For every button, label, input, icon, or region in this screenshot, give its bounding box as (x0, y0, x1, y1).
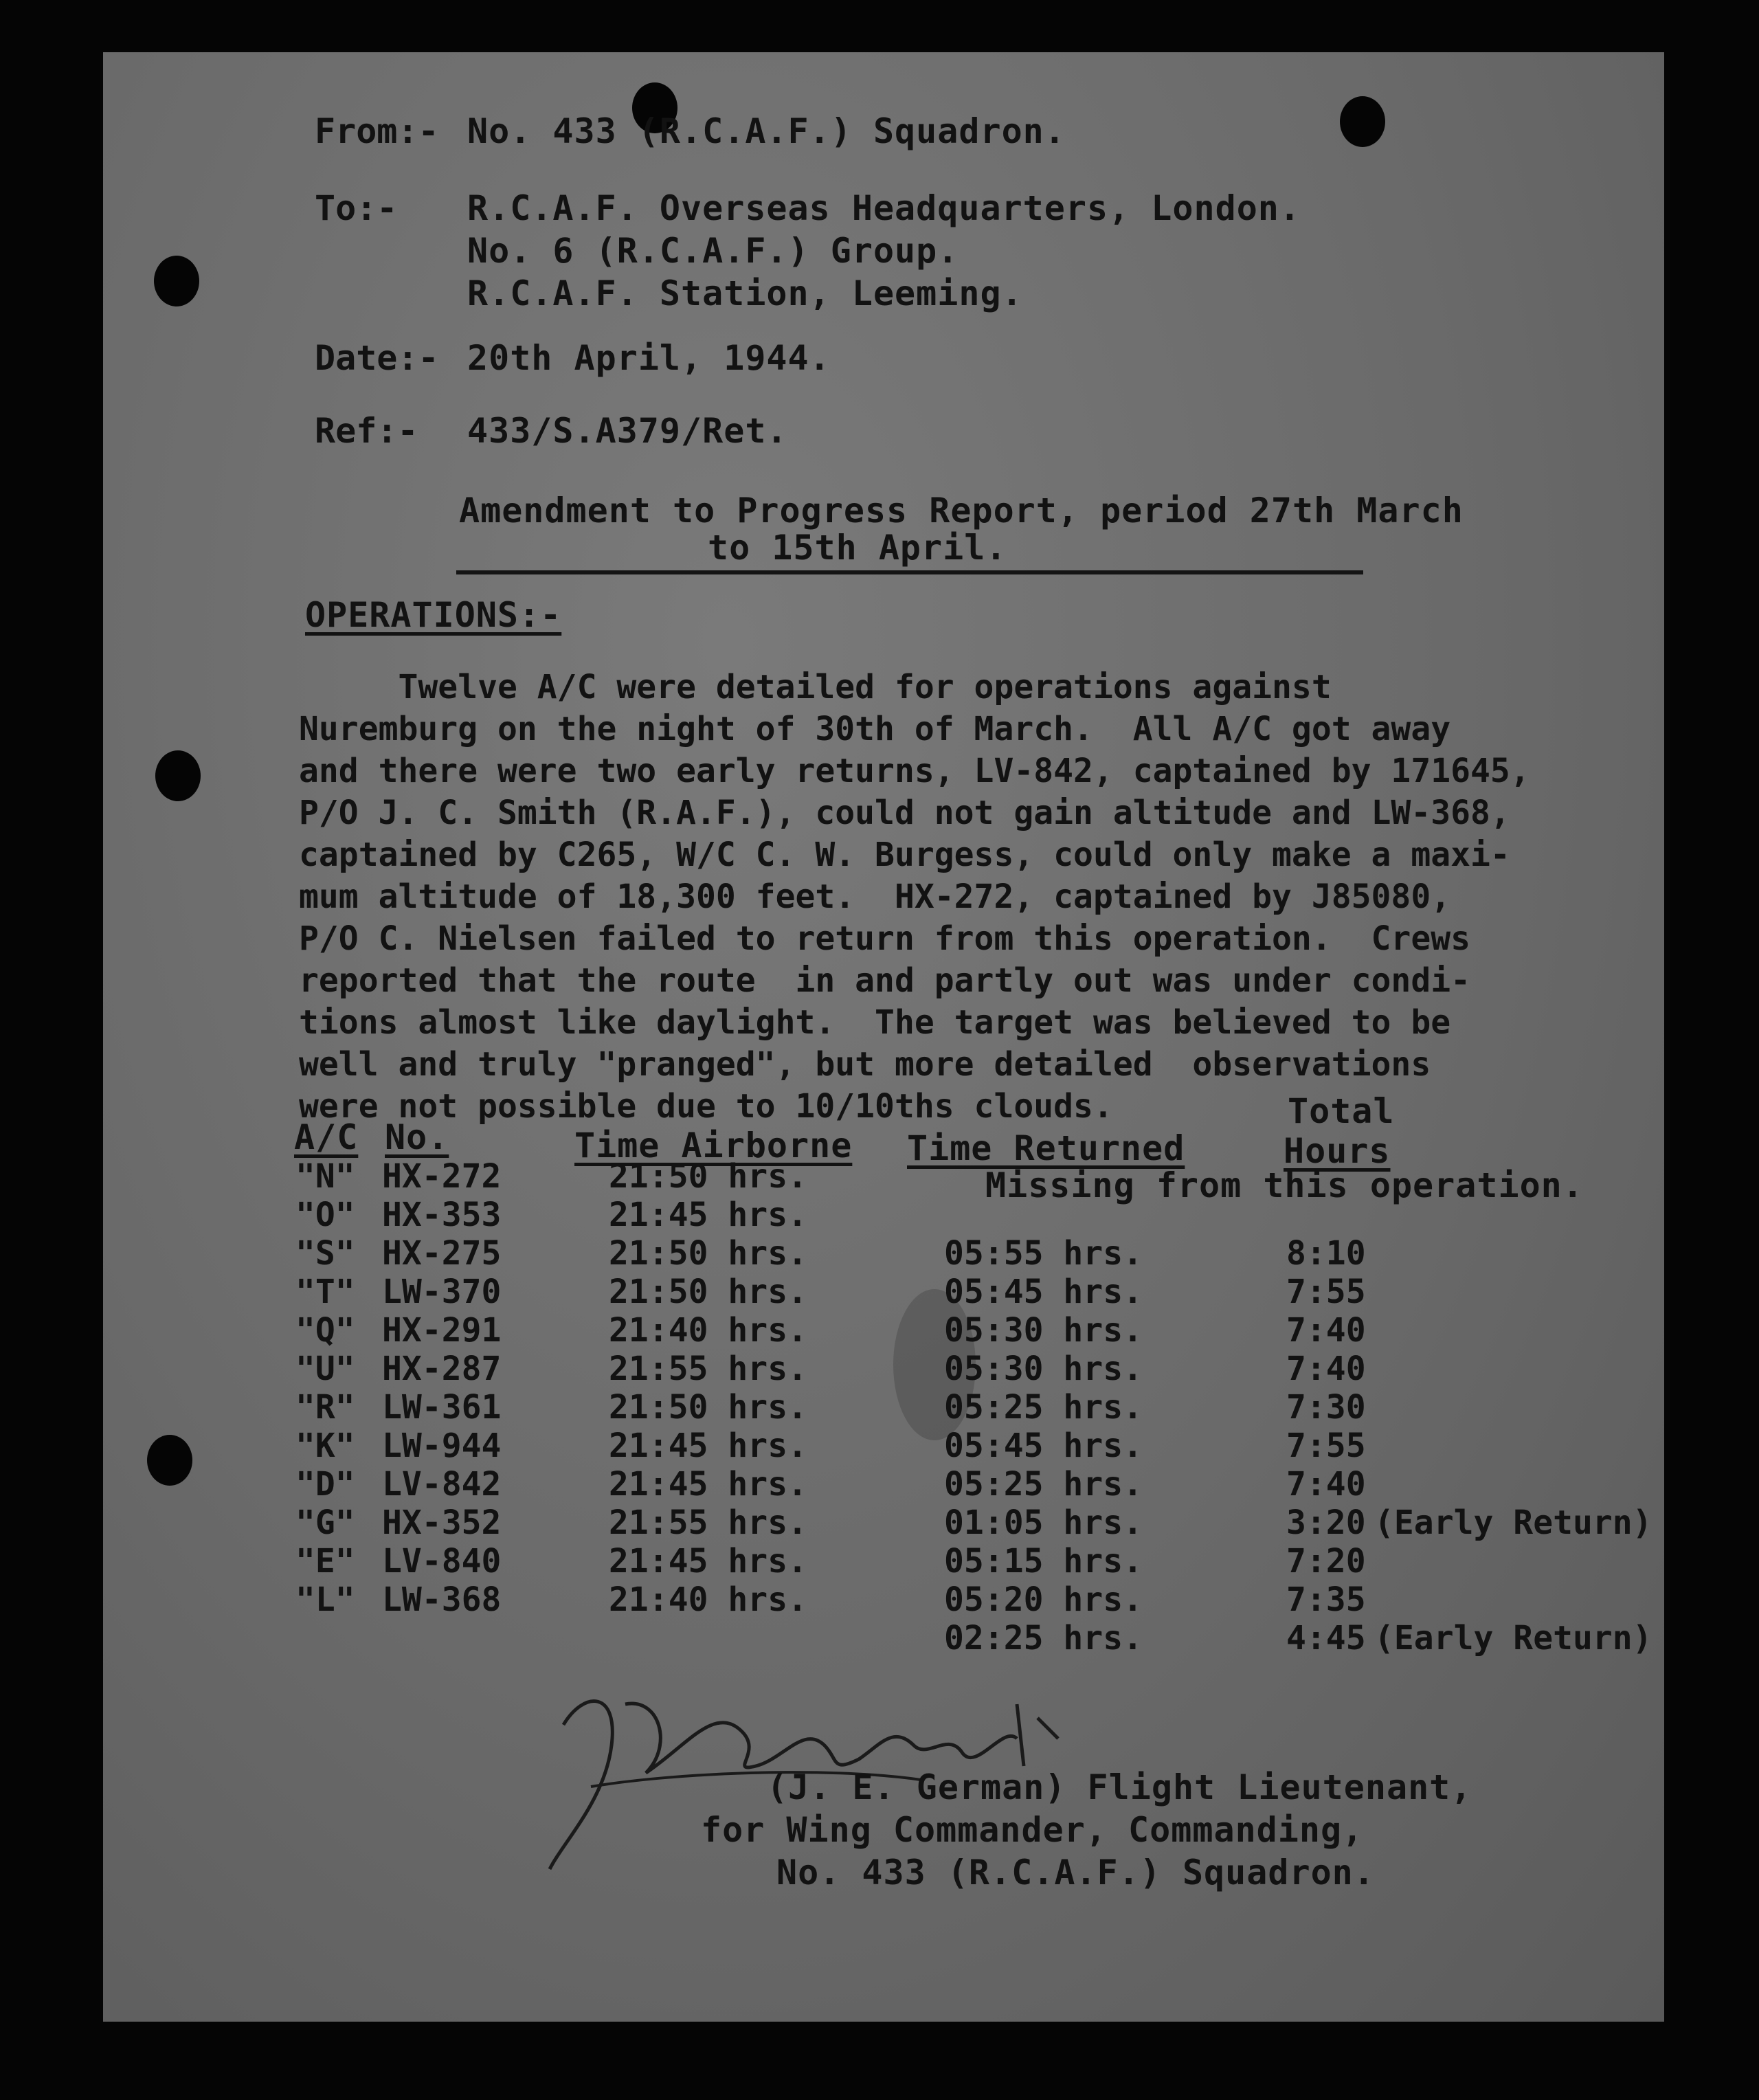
table-cell-total: 4:45 (1286, 1619, 1366, 1657)
table-cell-no: LW-361 (382, 1388, 502, 1427)
date-value: 20th April, 1944. (467, 338, 831, 378)
table-cell-ac: "Q" (295, 1311, 355, 1350)
paragraph-line: Twelve A/C were detailed for operations against (299, 668, 1332, 706)
header-no: No. (385, 1117, 449, 1157)
header-ac: A/C (294, 1117, 359, 1157)
header-total-top: Total (1288, 1091, 1395, 1131)
table-cell-ac: "U" (295, 1350, 355, 1388)
punch-hole (155, 750, 201, 801)
table-cell-returned: 01:05 hrs. (944, 1504, 1143, 1542)
header-time-airborne: Time Airborne (574, 1126, 853, 1165)
signature-line-1: (J. E. German) Flight Lieutenant, (767, 1767, 1472, 1807)
table-cell-no: LW-370 (382, 1273, 502, 1311)
from-label: From:- (315, 111, 439, 151)
report-title-line-2: to 15th April. (708, 528, 1007, 568)
table-cell-airborne: 21:45 hrs. (609, 1465, 807, 1504)
table-cell-airborne: 21:50 hrs. (609, 1157, 807, 1196)
table-cell-ac: "T" (295, 1273, 355, 1311)
table-cell-total: 7:20 (1286, 1542, 1366, 1580)
to-line: R.C.A.F. Station, Leeming. (467, 273, 1023, 313)
signature-line-3: No. 433 (R.C.A.F.) Squadron. (776, 1853, 1375, 1892)
table-cell-returned: 05:20 hrs. (944, 1580, 1143, 1619)
table-cell-total: 7:40 (1286, 1350, 1366, 1388)
table-cell-returned: 05:30 hrs. (944, 1311, 1143, 1350)
table-cell-total: 3:20 (1286, 1504, 1366, 1542)
from-value: No. 433 (R.C.A.F.) Squadron. (467, 111, 1066, 151)
table-cell-ac: "S" (295, 1234, 355, 1273)
missing-note: Missing from this operation. (985, 1165, 1584, 1205)
paragraph-line: captained by C265, W/C C. W. Burgess, could only make a maxi- (299, 836, 1510, 874)
table-cell-airborne: 21:45 hrs. (609, 1196, 807, 1234)
table-cell-airborne: 21:50 hrs. (609, 1388, 807, 1427)
section-heading: OPERATIONS:- (305, 595, 562, 635)
title-underline (456, 570, 1363, 574)
table-cell-no: LW-944 (382, 1427, 502, 1465)
table-cell-total: 7:30 (1286, 1388, 1366, 1427)
paragraph-line: mum altitude of 18,300 feet. HX-272, captained by J85080, (299, 878, 1451, 916)
table-cell-note: (Early Return) (1374, 1619, 1652, 1657)
table-cell-ac: "G" (295, 1504, 355, 1542)
paragraph-line: Nuremburg on the night of 30th of March. All A/C got away (299, 710, 1451, 748)
table-cell-total: 7:40 (1286, 1311, 1366, 1350)
ref-label: Ref:- (315, 411, 418, 451)
table-cell-no: HX-287 (382, 1350, 502, 1388)
punch-hole (1340, 96, 1385, 147)
report-title-line-1: Amendment to Progress Report, period 27th March (459, 491, 1464, 530)
table-cell-total: 7:40 (1286, 1465, 1366, 1504)
table-cell-airborne: 21:50 hrs. (609, 1234, 807, 1273)
table-cell-returned: 02:25 hrs. (944, 1619, 1143, 1657)
table-cell-no: LV-840 (382, 1542, 502, 1580)
table-cell-ac: "N" (295, 1157, 355, 1196)
table-cell-returned: 05:15 hrs. (944, 1542, 1143, 1580)
header-time-returned: Time Returned (907, 1128, 1185, 1168)
table-cell-ac: "K" (295, 1427, 355, 1465)
table-cell-returned: 05:30 hrs. (944, 1350, 1143, 1388)
table-cell-returned: 05:25 hrs. (944, 1465, 1143, 1504)
table-cell-airborne: 21:40 hrs. (609, 1311, 807, 1350)
table-cell-no: HX-352 (382, 1504, 502, 1542)
paragraph-line: well and truly "pranged", but more detailed observations (299, 1045, 1431, 1084)
paragraph-line: reported that the route in and partly out was under condi- (299, 961, 1471, 1000)
to-label: To:- (315, 188, 398, 228)
table-cell-total: 7:55 (1286, 1273, 1366, 1311)
table-cell-ac: "O" (295, 1196, 355, 1234)
table-cell-airborne: 21:55 hrs. (609, 1350, 807, 1388)
table-cell-no: LV-842 (382, 1465, 502, 1504)
table-cell-no: HX-275 (382, 1234, 502, 1273)
to-line: No. 6 (R.C.A.F.) Group. (467, 231, 959, 271)
table-cell-ac: "L" (295, 1580, 355, 1619)
table-cell-returned: 05:55 hrs. (944, 1234, 1143, 1273)
table-cell-airborne: 21:45 hrs. (609, 1542, 807, 1580)
ref-value: 433/S.A379/Ret. (467, 411, 788, 451)
table-cell-returned: 05:25 hrs. (944, 1388, 1143, 1427)
table-cell-returned: 05:45 hrs. (944, 1427, 1143, 1465)
table-cell-airborne: 21:55 hrs. (609, 1504, 807, 1542)
signature-line-2: for Wing Commander, Commanding, (701, 1810, 1364, 1850)
table-cell-ac: "D" (295, 1465, 355, 1504)
paragraph-line: P/O C. Nielsen failed to return from this operation. Crews (299, 919, 1471, 958)
punch-hole (147, 1435, 192, 1486)
table-cell-no: HX-353 (382, 1196, 502, 1234)
table-cell-ac: "E" (295, 1542, 355, 1580)
table-cell-airborne: 21:40 hrs. (609, 1580, 807, 1619)
table-cell-note: (Early Return) (1374, 1504, 1652, 1542)
table-cell-returned: 05:45 hrs. (944, 1273, 1143, 1311)
table-cell-total: 7:35 (1286, 1580, 1366, 1619)
punch-hole (154, 256, 199, 306)
paragraph-line: tions almost like daylight. The target was believed to be (299, 1003, 1451, 1042)
paragraph-line: were not possible due to 10/10ths clouds. (299, 1087, 1113, 1126)
paragraph-line: and there were two early returns, LV-842, captained by 171645, (299, 752, 1530, 790)
table-cell-total: 7:55 (1286, 1427, 1366, 1465)
table-cell-airborne: 21:45 hrs. (609, 1427, 807, 1465)
table-cell-total: 8:10 (1286, 1234, 1366, 1273)
table-cell-no: HX-291 (382, 1311, 502, 1350)
table-cell-no: HX-272 (382, 1157, 502, 1196)
table-cell-ac: "R" (295, 1388, 355, 1427)
date-label: Date:- (315, 338, 439, 378)
table-cell-no: LW-368 (382, 1580, 502, 1619)
operations-paragraph (299, 667, 1530, 1128)
header-total-bottom: Hours (1284, 1131, 1391, 1171)
table-cell-airborne: 21:50 hrs. (609, 1273, 807, 1311)
paragraph-line: P/O J. C. Smith (R.A.F.), could not gain altitude and LW-368, (299, 794, 1510, 832)
to-line: R.C.A.F. Overseas Headquarters, London. (467, 188, 1301, 228)
